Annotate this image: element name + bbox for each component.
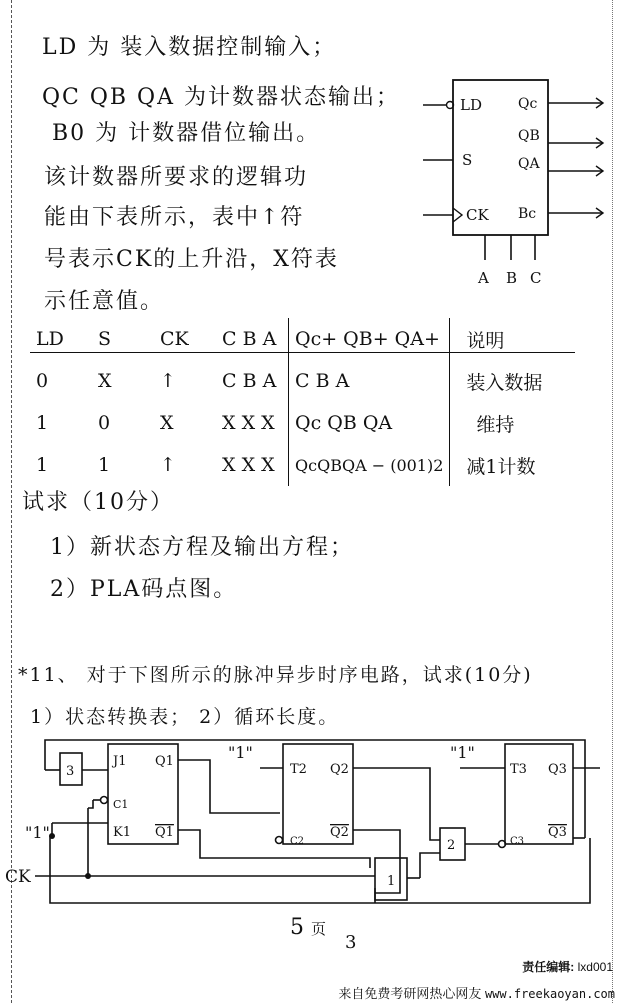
page-number-unit: 页 — [311, 920, 327, 938]
clock-triangle — [453, 208, 462, 222]
ff2-c-label: C2 — [290, 836, 305, 847]
editor-credit — [522, 958, 613, 975]
source-url[interactable]: www.freekaoyan.com — [484, 987, 615, 1001]
intro-line-5: 能由下表所示，表中↑符 — [44, 205, 305, 230]
th-next-state: Qc+ QB+ QA+ — [289, 318, 450, 360]
page-sub-number: 3 — [345, 932, 357, 953]
counter-chip-diagram — [418, 78, 608, 288]
cell: Qc QB QA — [289, 402, 450, 444]
cell: 0 — [98, 412, 111, 434]
ff1-q-label: Q1 — [155, 754, 174, 769]
ff3-c-label: C3 — [510, 836, 525, 847]
intro-line-4: 该计数器所要求的逻辑功 — [44, 165, 309, 190]
cell: 装入数据 — [450, 360, 583, 402]
ff1-k-label: K1 — [113, 825, 131, 840]
problem11-title: *11、 对于下图所示的脉冲异步时序电路，试求(10分) — [18, 664, 533, 686]
chip-out-qc: Qc — [518, 96, 538, 112]
const-2-label: "1" — [228, 743, 253, 762]
chip-in-ck: CK — [466, 206, 489, 224]
question-ask: 试求（10分） — [22, 490, 174, 515]
table-header-row — [30, 318, 582, 360]
cell: ↑ — [160, 454, 176, 476]
chip-in-b: B — [506, 269, 518, 287]
gate-1-label: 1 — [387, 874, 396, 889]
ck-junction — [85, 873, 91, 879]
page-number-value: 5 — [290, 915, 304, 940]
ff2-q-label: Q2 — [330, 762, 349, 777]
intro-line-6: 号表示CK的上升沿，X符表 — [44, 247, 339, 272]
cell: 1 — [36, 412, 49, 434]
th-s: S — [98, 328, 112, 350]
ff1-c-label: C1 — [113, 798, 129, 811]
source-credit — [338, 983, 615, 1002]
cell: X X X — [222, 412, 275, 434]
ff1-qn-label: Q1 — [155, 825, 174, 840]
chip-in-a: A — [478, 269, 489, 287]
pulse-circuit-diagram — [0, 728, 623, 918]
th-note: 说明 — [450, 318, 583, 360]
cell: X X X — [222, 454, 275, 476]
cell: ↑ — [160, 370, 176, 392]
ff1-j-label: J1 — [113, 754, 127, 769]
th-ck: CK — [160, 328, 189, 350]
chip-in-s: S — [462, 151, 473, 169]
truth-table — [30, 318, 582, 486]
ff2-clock-bubble — [276, 837, 283, 844]
intro-line-1: LD 为 装入数据控制输入； — [42, 35, 337, 60]
cell: C B A — [289, 360, 450, 402]
cell: 维持 — [450, 402, 583, 444]
editor-label: 责任编辑: — [522, 960, 575, 974]
ff3-qn-label: Q3 — [548, 825, 567, 840]
chip-in-c: C — [530, 269, 542, 287]
ff3-q-label: Q3 — [548, 762, 567, 777]
ck-label: CK — [5, 867, 31, 887]
gate-3-label: 3 — [66, 764, 75, 779]
cell: 1 — [36, 454, 49, 476]
chip-out-qb: QB — [518, 128, 540, 144]
problem11-items: 1）状态转换表； 2）循环长度。 — [30, 706, 340, 728]
editor-name: lxd001 — [577, 960, 613, 974]
intro-line-2: QC QB QA 为计数器状态输出； — [42, 85, 400, 110]
table-row — [30, 360, 582, 402]
chip-out-bc: Bc — [518, 206, 537, 222]
table-row — [30, 444, 582, 486]
cell: X — [98, 370, 112, 392]
source-text: 来自免费考研网热心网友 — [338, 986, 482, 1001]
intro-line-7: 示任意值。 — [44, 289, 165, 314]
ff2-t-label: T2 — [290, 762, 307, 777]
chip-in-ld: LD — [460, 96, 482, 114]
ff1-clock-bubble — [101, 797, 108, 804]
question-item-2: 2）PLA码点图。 — [50, 577, 238, 602]
const-3-label: "1" — [450, 743, 475, 762]
th-cba: C B A — [222, 328, 277, 350]
cell: 1 — [98, 454, 111, 476]
chip-out-qa: QA — [518, 156, 540, 172]
ff2-qn-label: Q2 — [330, 825, 349, 840]
intro-line-3: B0 为 计数器借位输出。 — [52, 121, 321, 146]
th-ld: LD — [36, 328, 64, 350]
cell: 0 — [36, 370, 49, 392]
ff3-t-label: T3 — [510, 762, 527, 777]
cell: QcQBQA − (001)2 — [289, 444, 450, 486]
question-item-1: 1）新状态方程及输出方程； — [50, 535, 354, 560]
gate-2-label: 2 — [447, 838, 456, 853]
cell: X — [160, 412, 174, 434]
table-row — [30, 402, 582, 444]
cell: 减1计数 — [450, 444, 583, 486]
const-1-label: "1" — [25, 823, 50, 842]
cell: C B A — [222, 370, 277, 392]
page-number — [290, 915, 326, 940]
